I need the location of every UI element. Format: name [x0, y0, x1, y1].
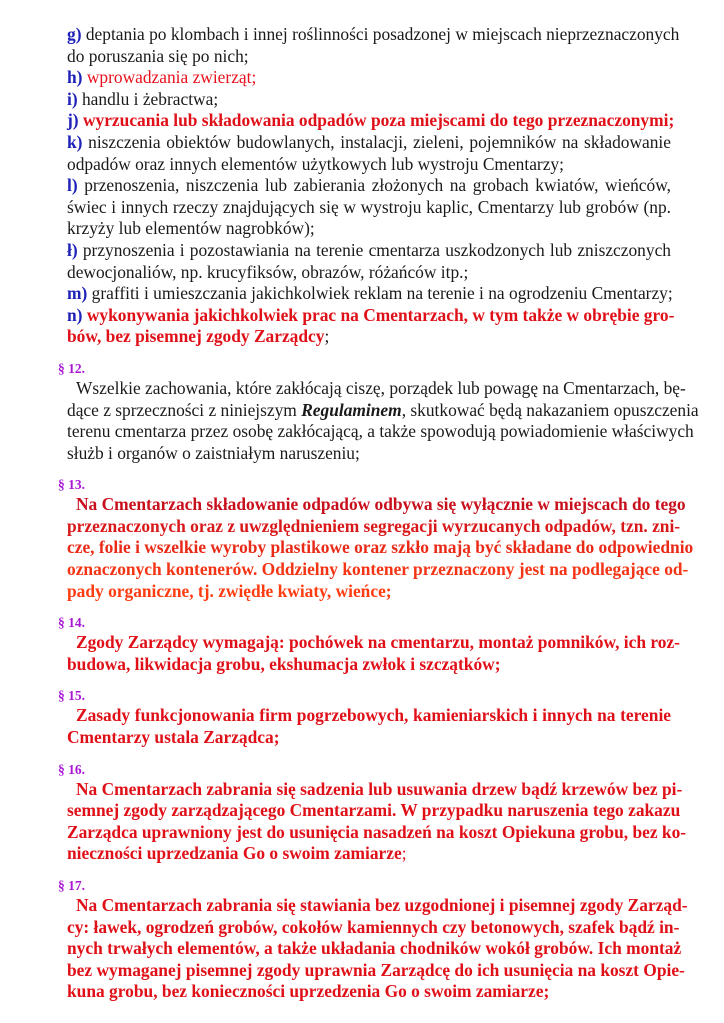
- section-text: Cmentarzy ustala Zarządca;: [67, 727, 280, 748]
- section-text: semnej zgody zarządzającego Cmentarzami. W przypadku naruszenia tego zakazu: [67, 800, 681, 821]
- list-item-m: [67, 283, 671, 305]
- section-text: Na Cmentarzach zabrania się sadzenia lub usuwania drzew bądź krzewów bez pi-: [76, 778, 683, 799]
- section-16: [58, 760, 687, 865]
- item-text: dewocjonaliów, np. krucyfiksów, obrazów, różańców itp.;: [67, 261, 469, 282]
- section-heading: § 15.: [58, 688, 85, 704]
- section-heading: § 14.: [58, 615, 85, 631]
- section-heading: § 17.: [58, 878, 85, 893]
- item-label: ł): [67, 239, 78, 260]
- section-text: przeznaczonych oraz z uwzględnieniem segregacji wyrzucanych odpadów, tzn. zni-: [67, 515, 681, 536]
- section-14: [58, 613, 680, 675]
- section-text: cy: ławek, ogrodzeń grobów, cokołów kamiennych czy betonowych, szafek bądź in-: [67, 916, 680, 937]
- section-text: Na Cmentarzach składowanie odpadów odbywa się wyłącznie w miejscach do tego: [76, 494, 686, 515]
- section-trailing-punct: ;: [401, 843, 407, 864]
- section-text: oznaczonych kontenerów. Oddzielny kontener przeznaczony jest na podlegające od-: [67, 559, 689, 580]
- item-text: krzyży lub elementów nagrobków);: [67, 218, 315, 239]
- section-heading: § 16.: [58, 761, 85, 777]
- list-item-i: [67, 89, 671, 111]
- section-heading: § 12.: [58, 360, 85, 376]
- item-label: i): [67, 88, 78, 109]
- item-label: j): [67, 110, 79, 131]
- item-label: k): [67, 131, 83, 152]
- item-trailing-punct: ;: [324, 326, 330, 347]
- section-heading: § 13.: [58, 477, 85, 493]
- section-text: nieczności uprzedzania Go o swoim zamiarze: [67, 843, 402, 864]
- section-text: Zarządca uprawniony jest do usunięcia nasadzeń na koszt Opiekuna grobu, bez ko-: [67, 821, 687, 842]
- item-text: odpadów oraz innych elementów użytkowych lub wystroju Cmentarzy;: [67, 153, 564, 174]
- item-label: g): [67, 24, 82, 44]
- section-text: kuna grobu, bez konieczności uprzedzenia Go o swoim zamiarze;: [67, 981, 550, 1002]
- item-text: przynoszenia i pozostawiania na terenie cmentarza uszkodzonych lub zniszczonych: [82, 239, 671, 260]
- section-text: terenu cmentarza przez osobę zakłócającą, a także spowodują powiadomienie właściwych: [67, 421, 694, 442]
- section-text: dące z sprzeczności z niniejszym: [67, 399, 302, 420]
- item-text: wprowadzania zwierząt;: [86, 67, 257, 88]
- section-text: pady organiczne, tj. zwiędłe kwiaty, wieńce;: [67, 580, 392, 601]
- list-item-g: [67, 24, 680, 67]
- list-item-k: [67, 132, 671, 175]
- list-item-h: [67, 67, 671, 89]
- section-text: Wszelkie zachowania, które zakłócają ciszę, porządek lub powagę na Cmentarzach, bę-: [76, 377, 686, 398]
- list-item-l: [67, 175, 671, 240]
- item-label: h): [67, 67, 83, 88]
- item-text: handlu i żebractwa;: [81, 88, 219, 109]
- item-text: deptania po klombach i innej roślinności posadzonej w miejscach nieprzeznaczonych: [85, 24, 680, 44]
- section-text: cze, folie i wszelkie wyroby plastikowe oraz szkło mają być składane do odpowiednio: [67, 537, 694, 558]
- section-15: [58, 686, 671, 748]
- list-item-j: [67, 110, 675, 132]
- list-item-n: [67, 304, 675, 348]
- item-text: graffiti i umieszczania jakichkolwiek reklam na terenie i na ogrodzeniu Cmentarzy;: [91, 283, 673, 304]
- section-12: [58, 359, 699, 464]
- list-item-l-stroke: [67, 240, 671, 283]
- section-13: [58, 475, 694, 602]
- item-text: przenoszenia, niszczenia lub zabierania złożonych na grobach kwiatów, wieńców,: [84, 175, 671, 196]
- item-text: świec i innych rzeczy znajdujących się w wystroju kaplic, Cmentarzy lub grobów (np.: [67, 196, 671, 217]
- section-text: Zasady funkcjonowania firm pogrzebowych, kamieniarskich i innych na terenie: [76, 705, 671, 726]
- item-text: bów, bez pisemnej zgody Zarządcy: [67, 326, 325, 347]
- document-page: [58, 24, 699, 1003]
- item-label: l): [67, 175, 78, 196]
- section-17: [58, 876, 688, 1003]
- section-text: Na Cmentarzach zabrania się stawiania bez uzgodnionej i pisemnej zgody Zarząd-: [76, 895, 688, 915]
- section-text: bez wymaganej pisemnej zgody uprawnia Zarządcę do ich usunięcia na koszt Opie-: [67, 959, 685, 980]
- section-text: służb i organów o zaistniałym naruszeniu;: [67, 442, 360, 463]
- item-text: niszczenia obiektów budowlanych, instalacji, zieleni, pojemników na składowanie: [88, 131, 671, 152]
- section-text: budowa, likwidacja grobu, ekshumacja zwłok i szczątków;: [67, 653, 501, 674]
- item-text: wykonywania jakichkolwiek prac na Cmentarzach, w tym także w obrębie gro-: [86, 304, 675, 325]
- item-text: do poruszania się po nich;: [67, 45, 249, 66]
- section-text: Zgody Zarządcy wymagają: pochówek na cmentarzu, montaż pomników, ich roz-: [76, 632, 680, 653]
- section-text: nych trwałych elementów, a także układania chodników wokół grobów. Ich montaż: [67, 938, 682, 959]
- item-label: n): [67, 304, 83, 325]
- item-label: m): [67, 283, 88, 304]
- regulamin-emphasis: Regulaminem: [301, 399, 402, 420]
- item-text: wyrzucania lub składowania odpadów poza miejscami do tego przeznaczonymi;: [82, 110, 675, 131]
- section-text: , skutkować będą nakazaniem opuszczenia: [401, 399, 699, 420]
